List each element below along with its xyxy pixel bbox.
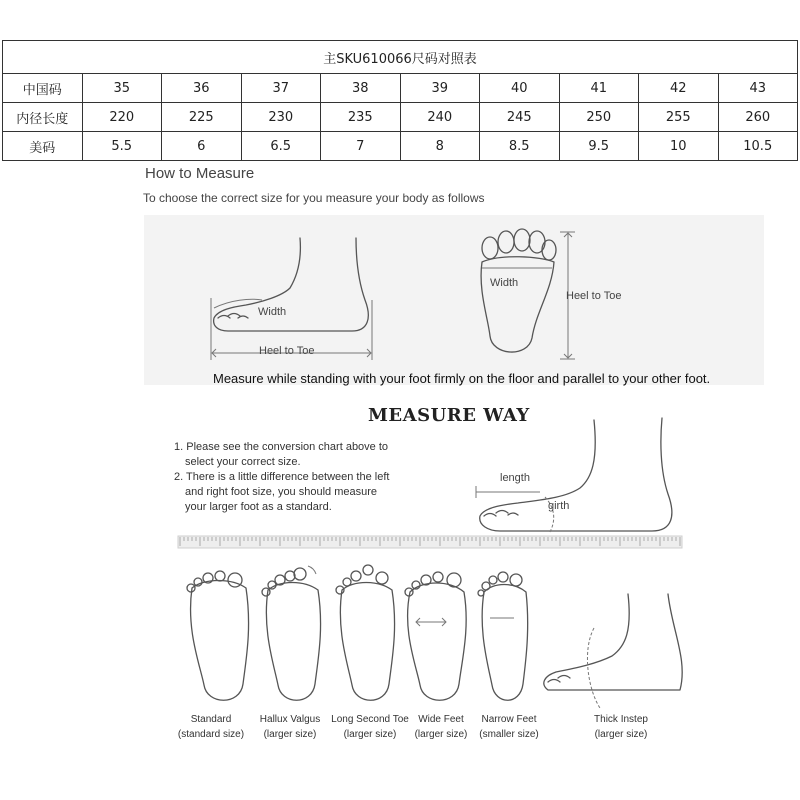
foot-type-thick-instep	[544, 594, 682, 708]
foot-type-name: Narrow Feet	[481, 714, 537, 725]
girth-label: girth	[548, 500, 570, 512]
foot-type-long-second-toe	[336, 565, 395, 700]
side-foot-illustration	[211, 238, 372, 360]
row-header-inner-length: 内径长度	[3, 103, 83, 132]
foot-type-note: (larger size)	[263, 729, 317, 740]
foot-type-name: Standard	[190, 714, 232, 725]
foot-type-note: (larger size)	[414, 729, 468, 740]
table-cell: 38	[321, 74, 401, 103]
sole-foot-illustration	[481, 229, 575, 359]
table-cell: 5.5	[82, 132, 162, 161]
foot-type-label	[576, 712, 666, 742]
foot-type-narrow-feet	[478, 572, 528, 700]
foot-type-note: (smaller size)	[479, 729, 539, 740]
table-cell: 36	[162, 74, 242, 103]
row-header-cn-size: 中国码	[3, 74, 83, 103]
table-cell: 37	[241, 74, 321, 103]
table-cell: 225	[162, 103, 242, 132]
foot-type-label	[245, 712, 335, 742]
foot-type-name: Hallux Valgus	[259, 714, 321, 725]
table-cell: 10.5	[718, 132, 798, 161]
table-cell: 10	[639, 132, 719, 161]
table-cell: 40	[480, 74, 560, 103]
table-cell: 9.5	[559, 132, 639, 161]
table-cell: 8	[400, 132, 480, 161]
measure-way-title: MEASURE WAY	[368, 405, 530, 426]
step-2-line-3: your larger foot as a standard.	[185, 501, 332, 513]
foot-type-label	[166, 712, 256, 742]
foot-type-label	[464, 712, 554, 742]
sole-width-label: Width	[490, 277, 519, 289]
table-cell: 39	[400, 74, 480, 103]
table-cell: 240	[400, 103, 480, 132]
foot-type-name: Wide Feet	[418, 714, 464, 725]
ruler	[178, 536, 682, 548]
foot-type-name: Long Second Toe	[331, 714, 409, 725]
table-cell: 250	[559, 103, 639, 132]
table-cell: 235	[321, 103, 401, 132]
table-cell: 43	[718, 74, 798, 103]
step-2-line-1: 2. There is a little difference between the left	[174, 471, 390, 483]
step-2-line-2: and right foot size, you should measure	[185, 486, 378, 498]
foot-type-note: (larger size)	[343, 729, 397, 740]
side-width-label: Width	[258, 306, 287, 318]
table-cell: 8.5	[480, 132, 560, 161]
table-cell: 42	[639, 74, 719, 103]
step-1-line-1: 1. Please see the conversion chart above to	[174, 441, 389, 453]
table-cell: 35	[82, 74, 162, 103]
table-cell: 245	[480, 103, 560, 132]
foot-type-wide-feet	[405, 572, 466, 700]
length-label: length	[500, 472, 530, 484]
how-to-measure-subtitle: To choose the correct size for you measure your body as follows	[143, 191, 485, 205]
table-cell: 6	[162, 132, 242, 161]
table-cell: 220	[82, 103, 162, 132]
table-cell: 260	[718, 103, 798, 132]
foot-type-standard	[187, 571, 249, 700]
table-cell: 255	[639, 103, 719, 132]
foot-type-note: (larger size)	[594, 729, 648, 740]
table-cell: 230	[241, 103, 321, 132]
measure-note: Measure while standing with your foot firmly on the floor and parallel to your other foot.	[213, 371, 711, 386]
table-title: 主SKU610066尺码对照表	[3, 41, 798, 74]
step-1-line-2: select your correct size.	[185, 456, 301, 468]
foot-type-note: (standard size)	[177, 729, 245, 740]
how-to-measure-heading: How to Measure	[145, 165, 255, 182]
foot-type-hallux-valgus	[262, 566, 321, 700]
foot-type-name: Thick Instep	[594, 714, 648, 725]
table-cell: 41	[559, 74, 639, 103]
table-cell: 7	[321, 132, 401, 161]
side-heel-to-toe-label: Heel to Toe	[259, 345, 315, 357]
measure-steps	[174, 440, 434, 515]
sole-heel-to-toe-label: Heel to Toe	[566, 290, 622, 302]
row-header-us-size: 美码	[3, 132, 83, 161]
table-cell: 6.5	[241, 132, 321, 161]
